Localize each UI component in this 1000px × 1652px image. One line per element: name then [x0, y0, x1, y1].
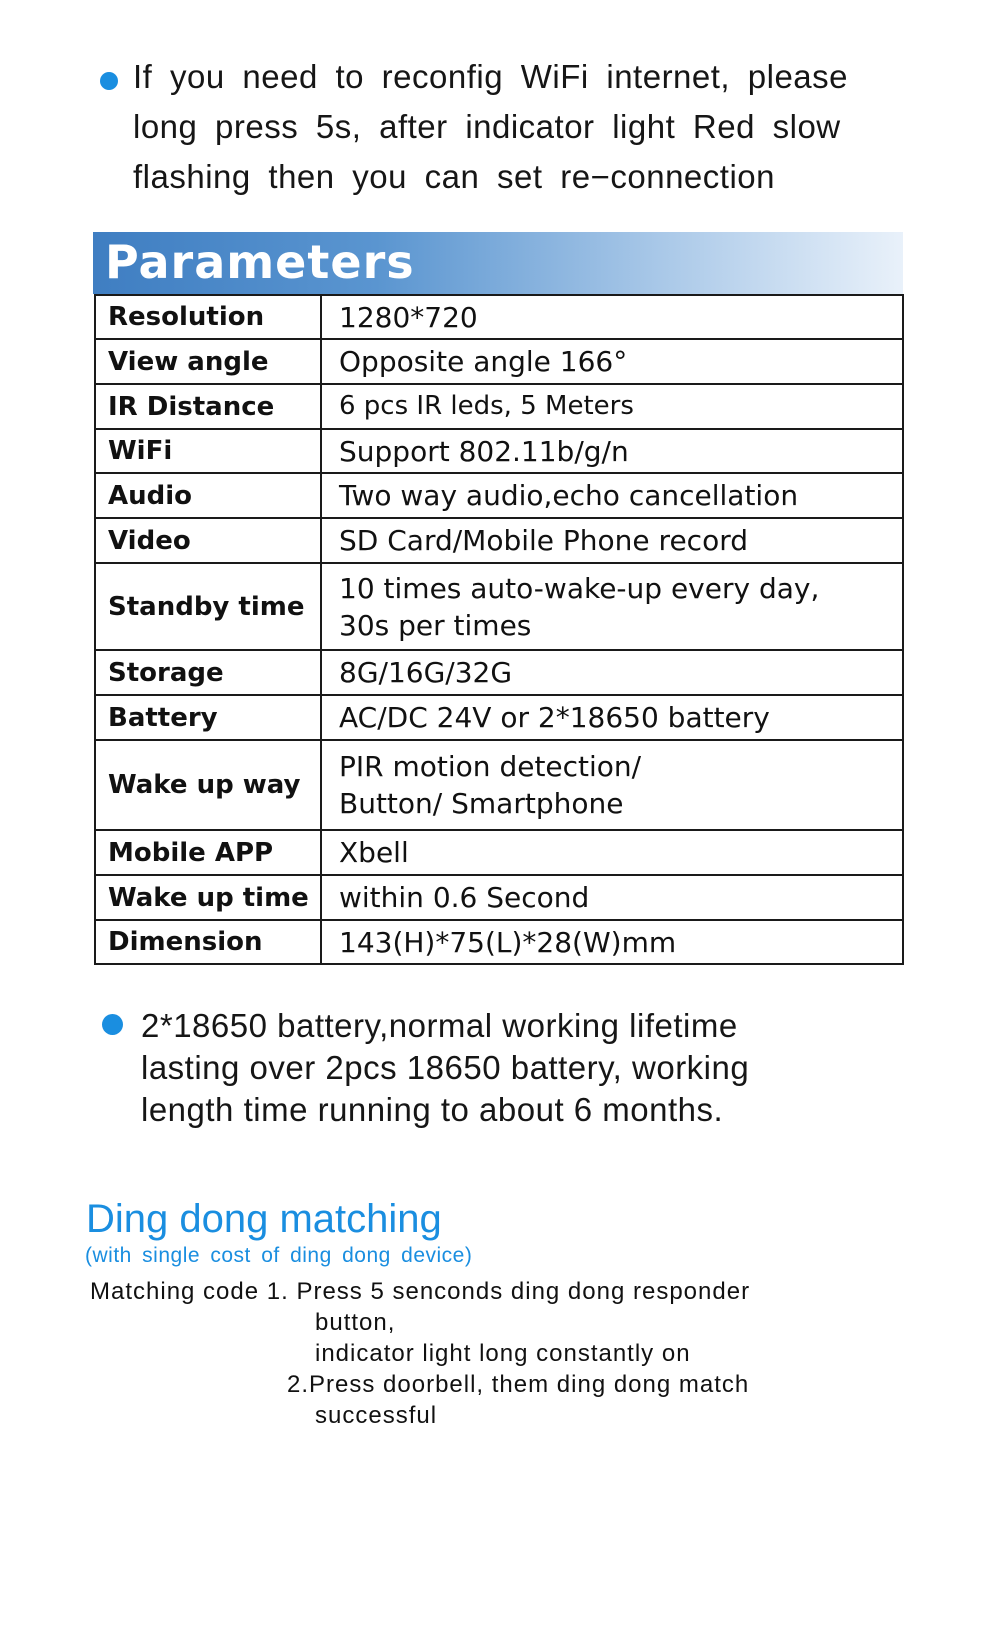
- param-value-line: SD Card/Mobile Phone record: [339, 524, 748, 557]
- param-value-line: 6 pcs IR leds, 5 Meters: [339, 391, 634, 421]
- param-value-line: within 0.6 Second: [339, 881, 590, 914]
- battery-note-line: lasting over 2pcs 18650 battery, working: [141, 1049, 750, 1086]
- table-row: [95, 920, 903, 964]
- param-value: [321, 384, 903, 429]
- param-value: [321, 830, 903, 875]
- matching-code-step-1: Matching code 1. Press 5 senconds ding dong responder: [90, 1278, 751, 1305]
- param-value: [321, 473, 903, 518]
- matching-step-2-continued: successful: [315, 1402, 438, 1429]
- ding-dong-subtitle: (with single cost of ding dong device): [85, 1244, 473, 1267]
- parameters-header: [93, 232, 903, 294]
- param-value-line: Two way audio,echo cancellation: [339, 479, 799, 512]
- table-row: [95, 650, 903, 695]
- battery-note: [141, 1005, 901, 1131]
- param-label: Battery: [95, 695, 321, 740]
- param-value: [321, 920, 903, 964]
- table-row: [95, 473, 903, 518]
- wifi-note-line: long press 5s, after indicator light Red slow: [133, 108, 841, 145]
- param-value-line: Xbell: [339, 836, 409, 869]
- param-value-line: Opposite angle 166°: [339, 345, 628, 378]
- param-value-line: 1280*720: [339, 300, 478, 334]
- table-row: [95, 429, 903, 473]
- param-label: Standby time: [95, 563, 321, 650]
- matching-step-2: 2.Press doorbell, them ding dong match: [287, 1371, 750, 1398]
- param-value-line: 143(H)*75(L)*28(W)mm: [339, 925, 677, 959]
- param-label: Audio: [95, 473, 321, 518]
- param-value-line: 8G/16G/32G: [339, 656, 513, 689]
- param-label: Video: [95, 518, 321, 563]
- param-label: Wake up way: [95, 740, 321, 830]
- param-value: [321, 295, 903, 339]
- param-value: [321, 518, 903, 563]
- param-value: [321, 650, 903, 695]
- param-value-line: AC/DC 24V or 2*18650 battery: [339, 701, 770, 734]
- param-value-line: PIR motion detection/: [339, 750, 642, 783]
- param-label: IR Distance: [95, 384, 321, 429]
- bullet-dot-icon: [102, 1014, 123, 1035]
- matching-step-1-continued: indicator light long constantly on: [315, 1340, 691, 1367]
- parameters-table: [94, 294, 904, 965]
- ding-dong-title: Ding dong matching: [86, 1197, 442, 1241]
- table-row: [95, 563, 903, 650]
- wifi-reconfig-note: [133, 52, 863, 202]
- param-value: [321, 429, 903, 473]
- bullet-dot-icon: [100, 72, 118, 90]
- param-label: Wake up time: [95, 875, 321, 920]
- param-value: [321, 875, 903, 920]
- param-value: [321, 740, 903, 830]
- table-row: [95, 695, 903, 740]
- table-row: [95, 518, 903, 563]
- param-label: WiFi: [95, 429, 321, 473]
- matching-step-1-continued: button,: [315, 1309, 396, 1336]
- table-row: [95, 384, 903, 429]
- wifi-note-line: If you need to reconfig WiFi internet, please: [133, 58, 849, 95]
- param-label: View angle: [95, 339, 321, 384]
- param-label: Mobile APP: [95, 830, 321, 875]
- param-value-line: 10 times auto-wake-up every day,: [339, 571, 820, 605]
- battery-note-line: length time running to about 6 months.: [141, 1091, 724, 1128]
- table-row: [95, 740, 903, 830]
- param-value-line: Support 802.11b/g/n: [339, 434, 629, 468]
- parameters-title: Parameters: [105, 235, 415, 289]
- battery-note-line: 2*18650 battery,normal working lifetime: [141, 1007, 738, 1044]
- table-row: [95, 875, 903, 920]
- param-label: Storage: [95, 650, 321, 695]
- param-label: Resolution: [95, 295, 321, 339]
- table-row: [95, 295, 903, 339]
- param-value: [321, 563, 903, 650]
- param-value-line: 30s per times: [339, 608, 532, 642]
- wifi-note-line: flashing then you can set re−connection: [133, 158, 775, 195]
- table-row: [95, 339, 903, 384]
- table-row: [95, 830, 903, 875]
- param-value: [321, 695, 903, 740]
- param-label: Dimension: [95, 920, 321, 964]
- param-value-line: Button/ Smartphone: [339, 787, 624, 820]
- param-value: [321, 339, 903, 384]
